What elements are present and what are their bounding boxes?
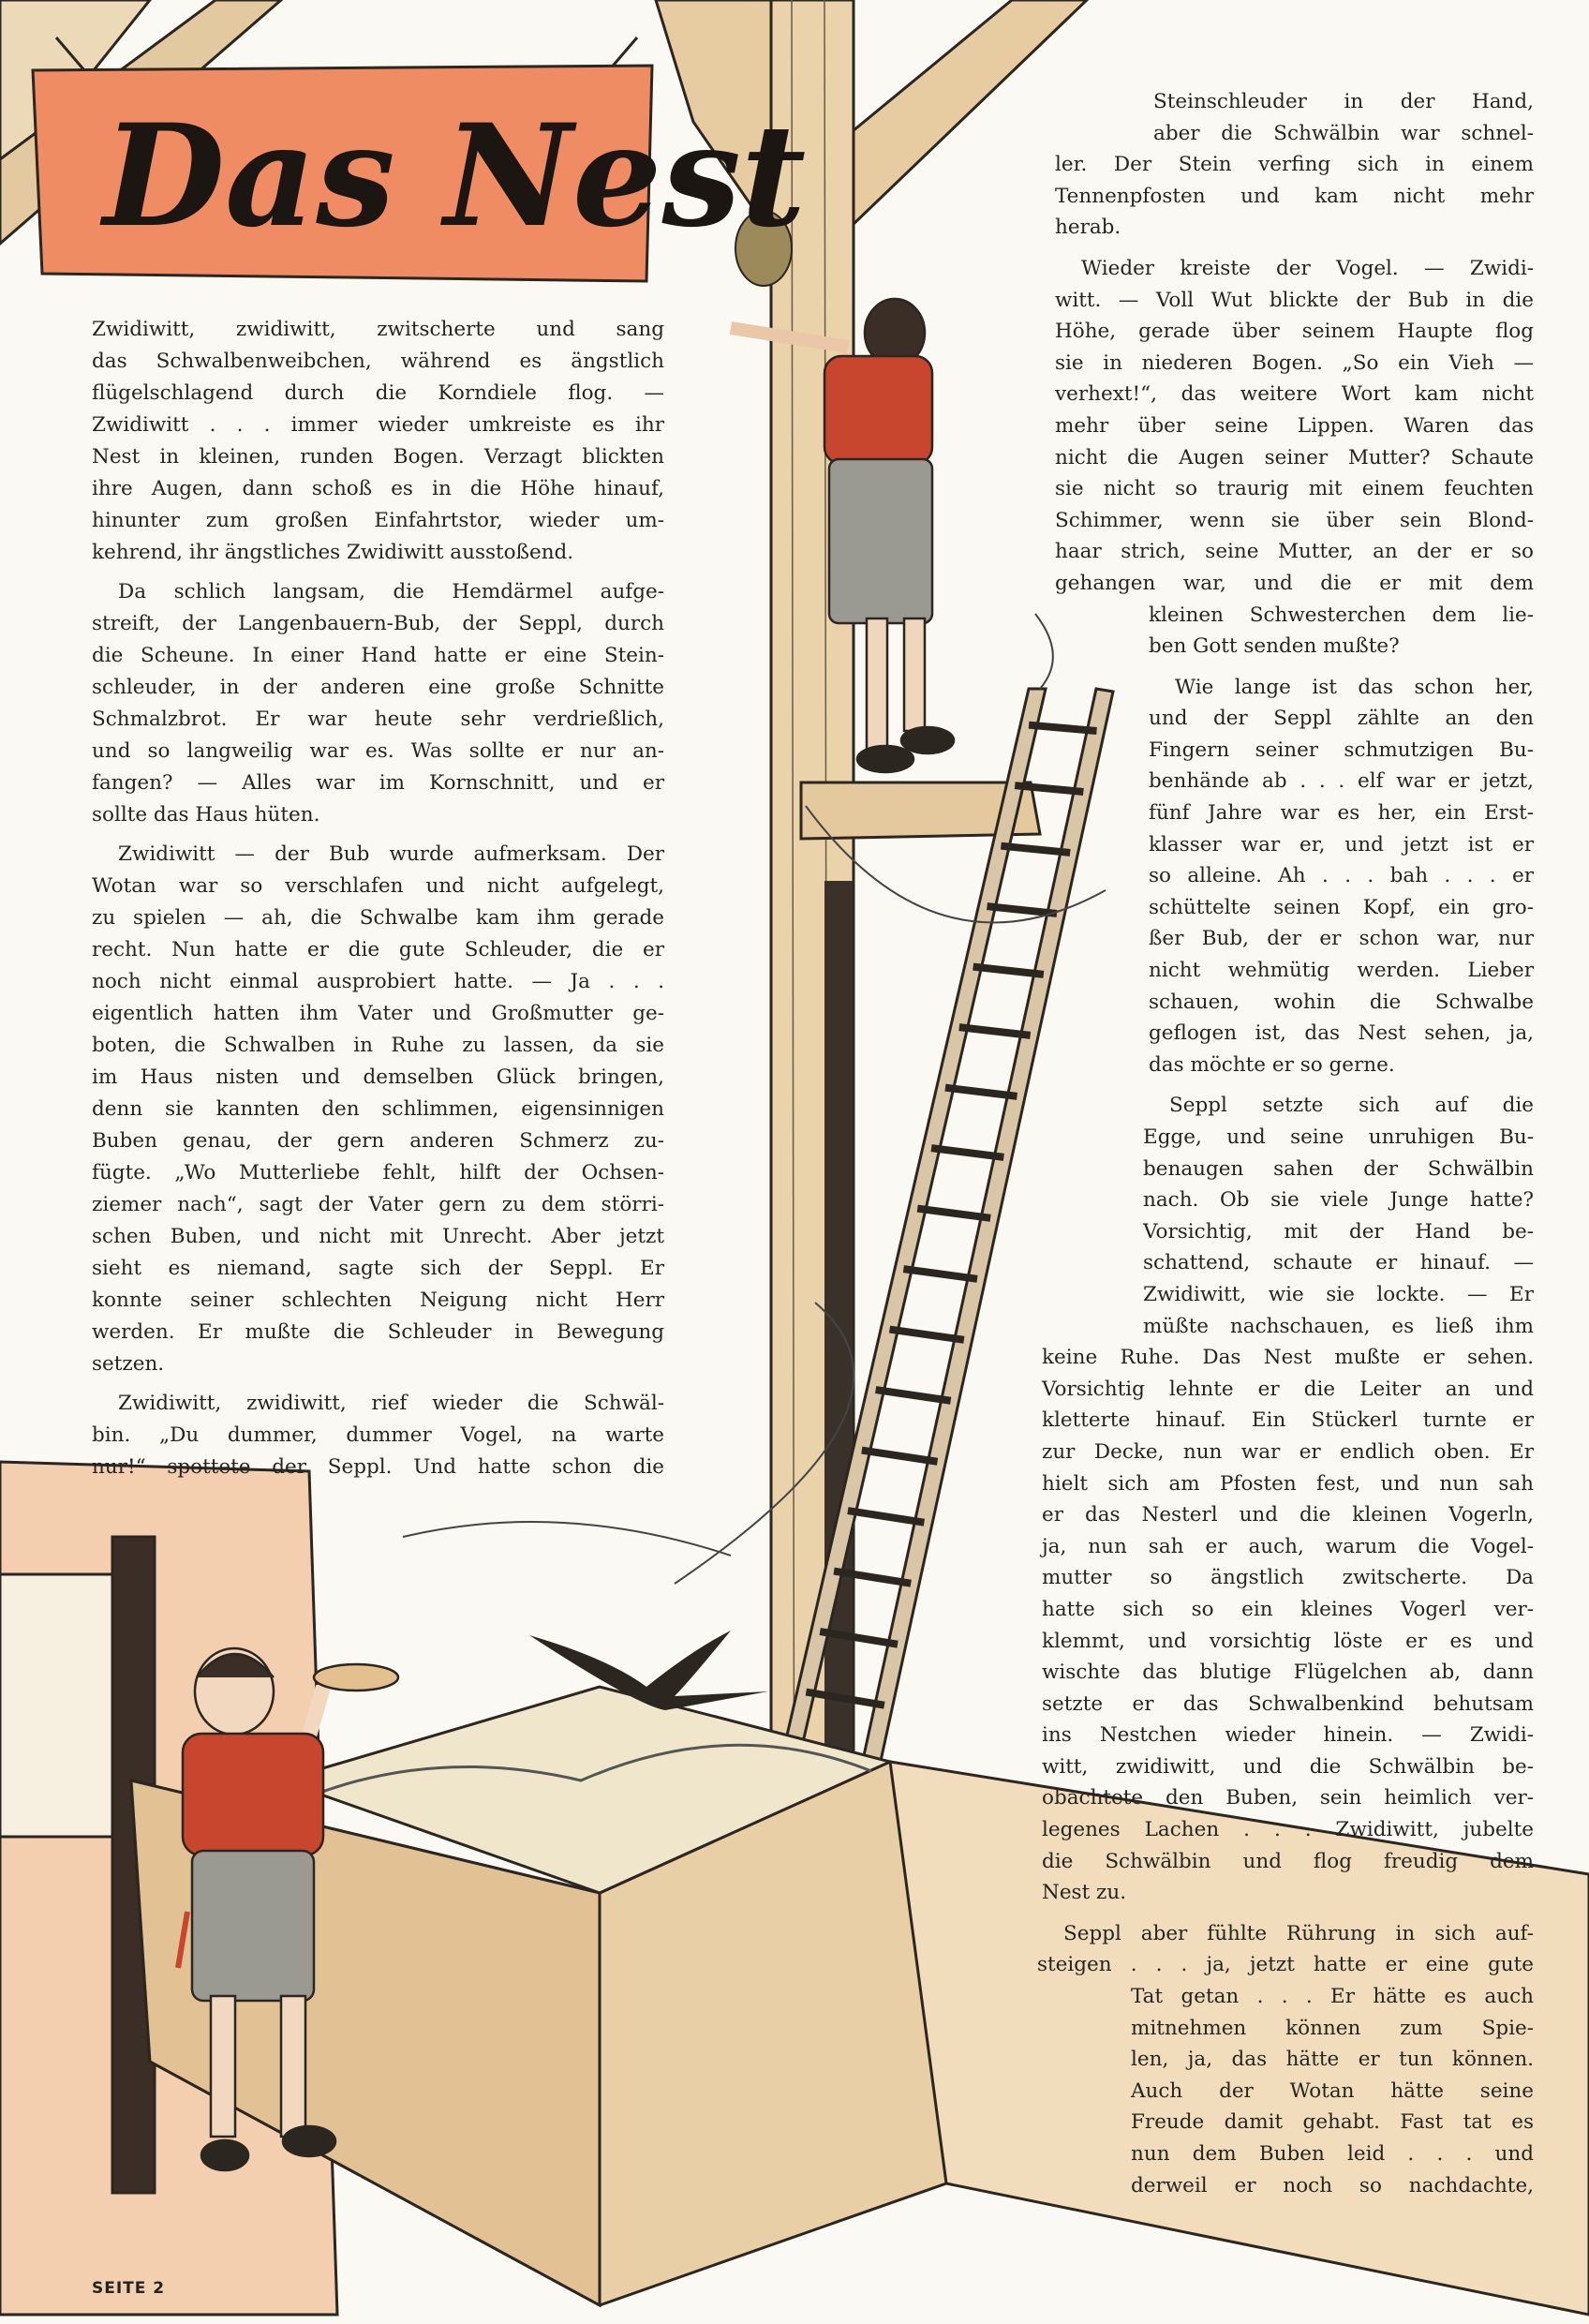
text-line: die Scheune. In einer Hand hatte er eine Stein- [92,644,664,667]
text-line: eigentlich hatten ihm Vater und Großmutter ge- [92,1002,664,1025]
text-line: fügte. „Wo Mutterliebe fehlt, hilft der Ochsen- [92,1161,664,1184]
text-line: werden. Er mußte die Schleuder in Bewegung [92,1320,664,1344]
text-line: keine Ruhe. Das Nest mußte er sehen. [1042,1346,1534,1370]
text-line: sieht es niemand, sagte sich der Seppl. Er [92,1257,664,1280]
text-line: Steinschleuder in der Hand, [1153,90,1534,113]
text-line: Nest zu. [1042,1881,1127,1905]
page-number: SEITE 2 [92,2279,166,2298]
text-line: len, ja, das hätte er tun können. [1131,2048,1534,2072]
text-line: und der Seppl zählte an den [1149,707,1534,731]
text-line: Tennenpfosten und kam nicht mehr [1055,184,1534,208]
text-line: Vorsichtig, mit der Hand be- [1143,1219,1534,1244]
text-line: Höhe, gerade über seinem Haupte flog [1055,320,1534,344]
text-line: ins Nestchen wieder hinein. — Zwidi- [1042,1723,1534,1748]
text-line: klemmt, und vorsichtig löste er es und [1042,1629,1534,1653]
text-line: mutter so ängstlich zwitscherte. Da [1042,1566,1534,1590]
text-line: Buben genau, der gern anderen Schmerz zu- [92,1129,664,1153]
text-line: schleuder, in der anderen eine große Schnitte [92,676,664,699]
text-line: kehrend, ihr ängstliches Zwidiwitt ausstoßend. [92,541,574,564]
text-line: ziemer nach“, sagt der Vater gern zu dem störri- [92,1193,664,1216]
text-line: Nest in kleinen, runden Bogen. Verzagt blickten [92,445,664,469]
text-line: Wotan war so verschlafen und nicht aufgelegt, [92,874,664,898]
text-line: Tat getan . . . Er hätte es auch [1131,1985,1534,2009]
paragraph [0,1090,1534,1908]
text-line: hielt sich am Pfosten fest, und nun sah [1042,1471,1534,1496]
text-line: zur Decke, nun war er endlich oben. Er [1042,1439,1534,1464]
text-line: Zwidiwitt, wie sie lockte. — Er [1143,1282,1534,1306]
text-line: benaugen sahen der Schwälbin [1143,1156,1534,1181]
text-line: herab. [1055,216,1121,240]
text-line: so alleine. Ah . . . bah . . . er [1149,864,1534,888]
text-line: legenes Lachen . . . Zwidiwitt, jubelte [1042,1818,1534,1842]
right-text-column [0,86,1534,2211]
paragraph [0,672,1534,1081]
text-line: nun dem Buben leid . . . und [1131,2142,1534,2166]
text-line: ben Gott senden mußte? [1149,634,1400,659]
text-line: denn sie kannten den schlimmen, eigensinnigen [92,1097,664,1121]
text-line: mehr über seine Lippen. Waren das [1055,413,1534,438]
text-line: Schimmer, wenn sie über sein Blond- [1055,508,1534,532]
text-line: ja, nun sah er auch, warum die Vogel- [1042,1534,1534,1558]
text-line: ihre Augen, dann schoß es in die Höhe hinauf, [92,477,664,500]
text-line: nach. Ob sie viele Junge hatte? [1143,1188,1534,1213]
text-line: sie in niederen Bogen. „So ein Vieh — [1055,350,1534,375]
text-line: Seppl aber fühlte Rührung in sich auf- [1063,1921,1534,1945]
text-line: im Haus nisten und demselben Glück bringen, [92,1065,664,1089]
text-line: geflogen ist, das Nest sehen, ja, [1149,1021,1534,1046]
text-line: Zwidiwitt — der Bub wurde aufmerksam. Der [118,842,664,866]
text-line: wischte das blutige Flügelchen ab, dann [1042,1661,1534,1685]
text-line: boten, die Schwalben in Ruhe zu lassen, da sie [92,1034,664,1057]
text-line: fünf Jahre war es her, ein Erst- [1149,801,1534,826]
paragraph [0,253,1534,663]
text-line: sie nicht so traurig mit einem feuchten [1055,477,1534,501]
paragraph [0,1918,1534,2201]
text-line: Auch der Wotan hätte seine [1131,2078,1534,2103]
text-line: Seppl setzte sich auf die [1169,1094,1534,1118]
text-line: mitnehmen können zum Spie- [1131,2016,1534,2040]
text-line: noch nicht einmal ausprobiert hatte. — Ja . . . [92,970,664,993]
text-line: benhände ab . . . elf war er jetzt, [1149,769,1534,794]
text-line: steigen . . . ja, jetzt hatte er eine gute [1037,1953,1534,1977]
text-line: nicht die Augen seiner Mutter? Schaute [1055,445,1534,469]
text-line: aber die Schwälbin war schnel- [1153,121,1534,145]
text-line: derweil er noch so nachdachte, [1131,2173,1534,2197]
paragraph [0,86,1534,244]
text-line: das möchte er so gerne. [1149,1052,1395,1077]
text-line: ler. Der Stein verfing sich in einem [1055,153,1534,177]
text-line: und so langweilig war es. Was sollte er nur an- [92,739,664,763]
text-line: nur!“ spottete der Seppl. Und hatte schon die [92,1455,664,1479]
text-line: Wie lange ist das schon her, [1175,675,1534,699]
text-line: kletterte hinauf. Ein Stückerl turnte er [1042,1408,1534,1433]
text-line: kleinen Schwesterchen dem lie- [1149,603,1534,627]
text-line: schüttelte seinen Kopf, ein gro- [1149,895,1534,919]
text-line: Zwidiwitt, zwidiwitt, zwitscherte und sang [92,318,664,341]
text-line: schattend, schaute er hinauf. — [1143,1251,1534,1275]
text-line: obachtete den Buben, sein heimlich ver- [1042,1786,1534,1810]
text-line: Schmalzbrot. Er war heute sehr verdrießlich, [92,708,664,731]
text-line: nicht wehmütig werden. Lieber [1149,959,1534,983]
text-line: Vorsichtig lehnte er die Leiter an und [1042,1377,1534,1401]
text-line: die Schwälbin und flog freudig dem [1042,1849,1534,1873]
text-line: recht. Nun hatte er die gute Schleuder, die er [92,938,664,961]
text-line: Egge, und seine unruhigen Bu- [1143,1125,1534,1149]
text-line: ßer Bub, der er schon war, nur [1149,927,1534,951]
text-line: sollte das Haus hüten. [92,803,320,827]
text-line: witt, zwidiwitt, und die Schwälbin be- [1042,1754,1534,1779]
text-line: schauen, wohin die Schwalbe [1149,990,1534,1014]
text-line: witt. — Voll Wut blickte der Bub in die [1055,288,1534,312]
text-line: setzen. [92,1352,165,1376]
text-line: Zwidiwitt . . . immer wieder umkreiste es ihr [92,413,664,437]
text-line: haar strich, seine Mutter, an der er so [1055,540,1534,564]
text-line: Fingern seiner schmutzigen Bu- [1149,737,1534,762]
text-line: Zwidiwitt, zwidiwitt, rief wieder die Schwäl- [118,1392,664,1415]
text-line: müßte nachschauen, es ließ ihm [1143,1314,1534,1338]
text-line: zu spielen — ah, die Schwalbe kam ihm gerade [92,906,664,930]
text-line: er das Nesterl und die kleinen Vogerln, [1042,1503,1534,1527]
text-line: hinunter zum großen Einfahrtstor, wieder um- [92,509,664,532]
text-line: konnte seiner schlechten Neigung nicht Herr [92,1289,664,1312]
text-line: das Schwalbenweibchen, während es ängstlich [92,350,664,373]
text-line: Da schlich langsam, die Hemdärmel aufge- [118,580,664,603]
text-line: hatte sich so ein kleines Vogerl ver- [1042,1597,1534,1621]
text-line: Freude damit gehabt. Fast tat es [1131,2110,1534,2135]
text-line: Wieder kreiste der Vogel. — Zwidi- [1081,256,1534,280]
text-line: bin. „Du dummer, dummer Vogel, na warte [92,1423,664,1447]
text-line: gehangen war, und die er mit dem [1055,571,1534,595]
text-line: verhext!“, das weitere Wort kam nicht [1055,382,1534,407]
text-line: flügelschlagend durch die Korndiele flog. — [92,381,664,405]
text-line: streift, der Langenbauern-Bub, der Seppl, durch [92,612,664,635]
text-line: klasser war er, und jetzt ist er [1149,832,1534,857]
title-text: Das Nest [103,94,807,259]
text-line: schen Buben, und nicht mit Unrecht. Aber jetzt [92,1225,664,1248]
text-line: setzte er das Schwalbenkind behutsam [1042,1691,1534,1716]
text-line: fangen? — Alles war im Kornschnitt, und er [92,771,664,795]
